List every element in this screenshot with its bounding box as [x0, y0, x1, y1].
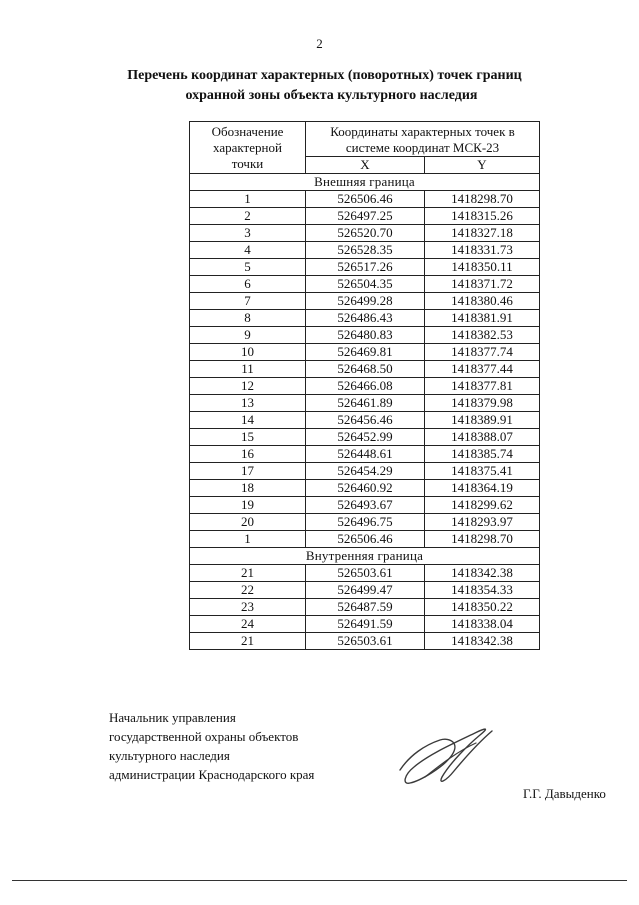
header-x: X — [306, 157, 425, 174]
coord-x: 526466.08 — [306, 378, 425, 395]
table-row — [190, 378, 540, 395]
title-line-1: Перечень координат характерных (поворотных) точек границ — [127, 68, 522, 83]
coord-y: 1418342.38 — [425, 565, 540, 582]
coord-x: 526480.83 — [306, 327, 425, 344]
point-number: 19 — [190, 497, 306, 514]
coord-y: 1418342.38 — [425, 633, 540, 650]
table-row — [190, 497, 540, 514]
coord-x: 526499.47 — [306, 582, 425, 599]
coord-y: 1418379.98 — [425, 395, 540, 412]
point-number: 13 — [190, 395, 306, 412]
header-point-line: точки — [231, 156, 264, 171]
table-row — [190, 259, 540, 276]
coord-y: 1418293.97 — [425, 514, 540, 531]
point-number: 2 — [190, 208, 306, 225]
point-number: 8 — [190, 310, 306, 327]
table-row — [190, 582, 540, 599]
coord-y: 1418331.73 — [425, 242, 540, 259]
header-point-designation — [190, 122, 306, 174]
point-number: 15 — [190, 429, 306, 446]
coord-x: 526487.59 — [306, 599, 425, 616]
table-row — [190, 446, 540, 463]
coord-y: 1418385.74 — [425, 446, 540, 463]
coord-y: 1418338.04 — [425, 616, 540, 633]
coord-x: 526456.46 — [306, 412, 425, 429]
point-number: 22 — [190, 582, 306, 599]
coord-x: 526454.29 — [306, 463, 425, 480]
coord-y: 1418377.74 — [425, 344, 540, 361]
handwritten-signature — [380, 715, 500, 790]
table-row — [190, 242, 540, 259]
signer-position-line: культурного наследия — [109, 748, 230, 763]
coord-x: 526503.61 — [306, 565, 425, 582]
header-point-line: Обозначение — [211, 124, 284, 139]
coord-x: 526528.35 — [306, 242, 425, 259]
coord-y: 1418354.33 — [425, 582, 540, 599]
point-number: 24 — [190, 616, 306, 633]
coord-x: 526448.61 — [306, 446, 425, 463]
table-row — [190, 480, 540, 497]
point-number: 9 — [190, 327, 306, 344]
point-number: 7 — [190, 293, 306, 310]
coord-y: 1418389.91 — [425, 412, 540, 429]
coord-x: 526497.25 — [306, 208, 425, 225]
signer-position-line: администрации Краснодарского края — [109, 767, 315, 782]
point-number: 12 — [190, 378, 306, 395]
coord-y: 1418377.81 — [425, 378, 540, 395]
coord-x: 526486.43 — [306, 310, 425, 327]
section-row — [190, 548, 540, 565]
table-row — [190, 565, 540, 582]
point-number: 17 — [190, 463, 306, 480]
point-number: 6 — [190, 276, 306, 293]
table-row — [190, 395, 540, 412]
header-coordinates — [306, 122, 540, 157]
coord-y: 1418377.44 — [425, 361, 540, 378]
table-row — [190, 463, 540, 480]
coord-y: 1418380.46 — [425, 293, 540, 310]
header-y: Y — [425, 157, 540, 174]
section-row — [190, 174, 540, 191]
coord-x: 526506.46 — [306, 191, 425, 208]
coord-x: 526503.61 — [306, 633, 425, 650]
section-title: Внутренняя граница — [190, 548, 540, 565]
coord-x: 526469.81 — [306, 344, 425, 361]
coord-y: 1418298.70 — [425, 531, 540, 548]
coord-y: 1418381.91 — [425, 310, 540, 327]
coord-x: 526461.89 — [306, 395, 425, 412]
table-body — [190, 174, 540, 650]
point-number: 18 — [190, 480, 306, 497]
signer-position-line: государственной охраны объектов — [109, 729, 299, 744]
coord-x: 526517.26 — [306, 259, 425, 276]
header-point-line: характерной — [213, 140, 282, 155]
table-row — [190, 412, 540, 429]
document-title — [0, 66, 639, 106]
point-number: 3 — [190, 225, 306, 242]
coord-x: 526452.99 — [306, 429, 425, 446]
coord-x: 526493.67 — [306, 497, 425, 514]
coord-y: 1418388.07 — [425, 429, 540, 446]
coord-y: 1418350.22 — [425, 599, 540, 616]
table-row — [190, 616, 540, 633]
coord-y: 1418382.53 — [425, 327, 540, 344]
coord-x: 526504.35 — [306, 276, 425, 293]
table-row — [190, 344, 540, 361]
table-row — [190, 276, 540, 293]
coord-y: 1418327.18 — [425, 225, 540, 242]
point-number: 1 — [190, 191, 306, 208]
point-number: 23 — [190, 599, 306, 616]
point-number: 5 — [190, 259, 306, 276]
point-number: 21 — [190, 633, 306, 650]
section-title: Внешняя граница — [190, 174, 540, 191]
table-row — [190, 514, 540, 531]
coord-y: 1418299.62 — [425, 497, 540, 514]
table-row — [190, 310, 540, 327]
table-row — [190, 191, 540, 208]
table-row — [190, 531, 540, 548]
table-row — [190, 208, 540, 225]
coord-x: 526496.75 — [306, 514, 425, 531]
signer-name: Г.Г. Давыденко — [523, 786, 606, 801]
header-coords-line: Координаты характерных точек в — [330, 124, 515, 139]
coord-x: 526468.50 — [306, 361, 425, 378]
point-number: 1 — [190, 531, 306, 548]
point-number: 20 — [190, 514, 306, 531]
point-number: 10 — [190, 344, 306, 361]
page-number: 2 — [316, 36, 323, 51]
point-number: 21 — [190, 565, 306, 582]
coord-x: 526506.46 — [306, 531, 425, 548]
point-number: 11 — [190, 361, 306, 378]
header-coords-line: системе координат МСК-23 — [345, 140, 500, 155]
footer-rule — [12, 880, 627, 881]
coord-x: 526520.70 — [306, 225, 425, 242]
table-row — [190, 361, 540, 378]
coord-y: 1418375.41 — [425, 463, 540, 480]
table-row — [190, 327, 540, 344]
title-line-2: охранной зоны объекта культурного наследия — [185, 88, 478, 103]
table-row — [190, 599, 540, 616]
coord-y: 1418371.72 — [425, 276, 540, 293]
coord-y: 1418315.26 — [425, 208, 540, 225]
table-row — [190, 225, 540, 242]
table-row — [190, 429, 540, 446]
signer-position — [109, 708, 314, 784]
coord-x: 526499.28 — [306, 293, 425, 310]
point-number: 16 — [190, 446, 306, 463]
signer-position-line: Начальник управления — [109, 710, 236, 725]
coord-x: 526460.92 — [306, 480, 425, 497]
coord-y: 1418364.19 — [425, 480, 540, 497]
coord-y: 1418298.70 — [425, 191, 540, 208]
table-row — [190, 293, 540, 310]
point-number: 14 — [190, 412, 306, 429]
table-row — [190, 633, 540, 650]
coord-x: 526491.59 — [306, 616, 425, 633]
point-number: 4 — [190, 242, 306, 259]
coord-y: 1418350.11 — [425, 259, 540, 276]
coordinates-table — [189, 121, 540, 650]
